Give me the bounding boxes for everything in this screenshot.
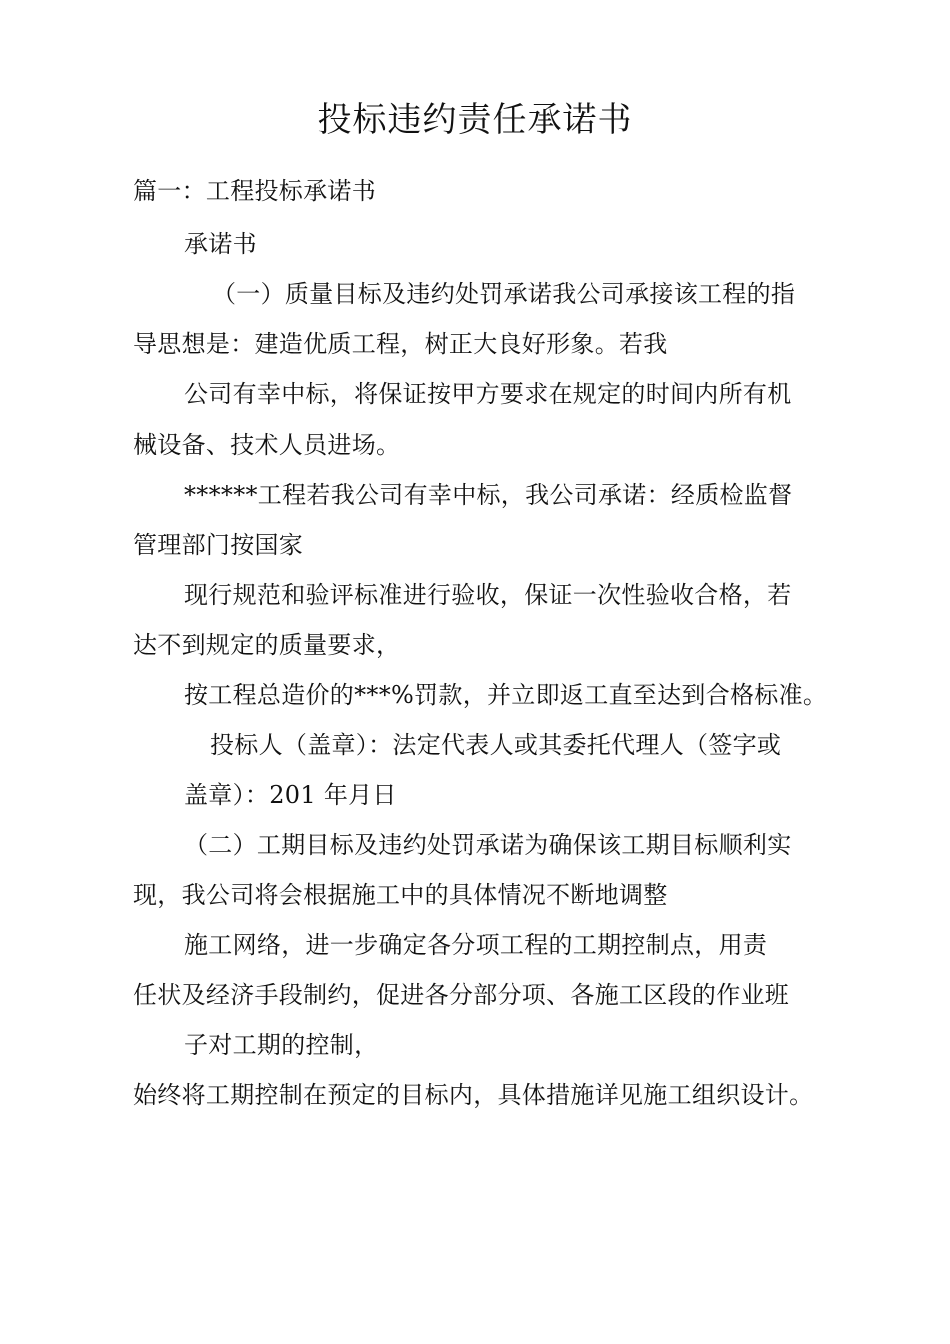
paragraph-line: 始终将工期控制在预定的目标内，具体措施详见施工组织设计。 (133, 1081, 814, 1109)
paragraph-line: （一）质量目标及违约处罚承诺我公司承接该工程的指 (212, 280, 796, 308)
paragraph-line: 公司有幸中标，将保证按甲方要求在规定的时间内所有机 (184, 380, 792, 408)
subheading: 承诺书 (184, 230, 257, 258)
paragraph-line: （二）工期目标及违约处罚承诺为确保该工期目标顺利实 (184, 831, 792, 859)
paragraph-line: 盖章）：201 年月日 (184, 781, 397, 809)
paragraph-line: 任状及经济手段制约，促进各分部分项、各施工区段的作业班 (133, 981, 790, 1009)
paragraph-line: ******工程若我公司有幸中标，我公司承诺：经质检监督 (184, 481, 793, 509)
document-title: 投标违约责任承诺书 (317, 100, 633, 140)
paragraph-line: 管理部门按国家 (133, 531, 304, 559)
paragraph-line: 现，我公司将会根据施工中的具体情况不断地调整 (133, 881, 668, 909)
section-heading: 篇一：工程投标承诺书 (133, 177, 376, 205)
paragraph-line: 械设备、技术人员进场。 (133, 431, 401, 459)
paragraph-line: 子对工期的控制， (184, 1031, 379, 1059)
paragraph-line: 施工网络，进一步确定各分项工程的工期控制点，用责 (184, 931, 768, 959)
paragraph-line: 达不到规定的质量要求， (133, 631, 401, 659)
paragraph-line: 按工程总造价的***%罚款，并立即返工直至达到合格标准。 (184, 681, 828, 709)
paragraph-line: 投标人（盖章）：法定代表人或其委托代理人（签字或 (210, 731, 782, 759)
paragraph-line: 导思想是：建造优质工程，树正大良好形象。若我 (133, 330, 668, 358)
paragraph-line: 现行规范和验评标准进行验收，保证一次性验收合格，若 (184, 581, 792, 609)
